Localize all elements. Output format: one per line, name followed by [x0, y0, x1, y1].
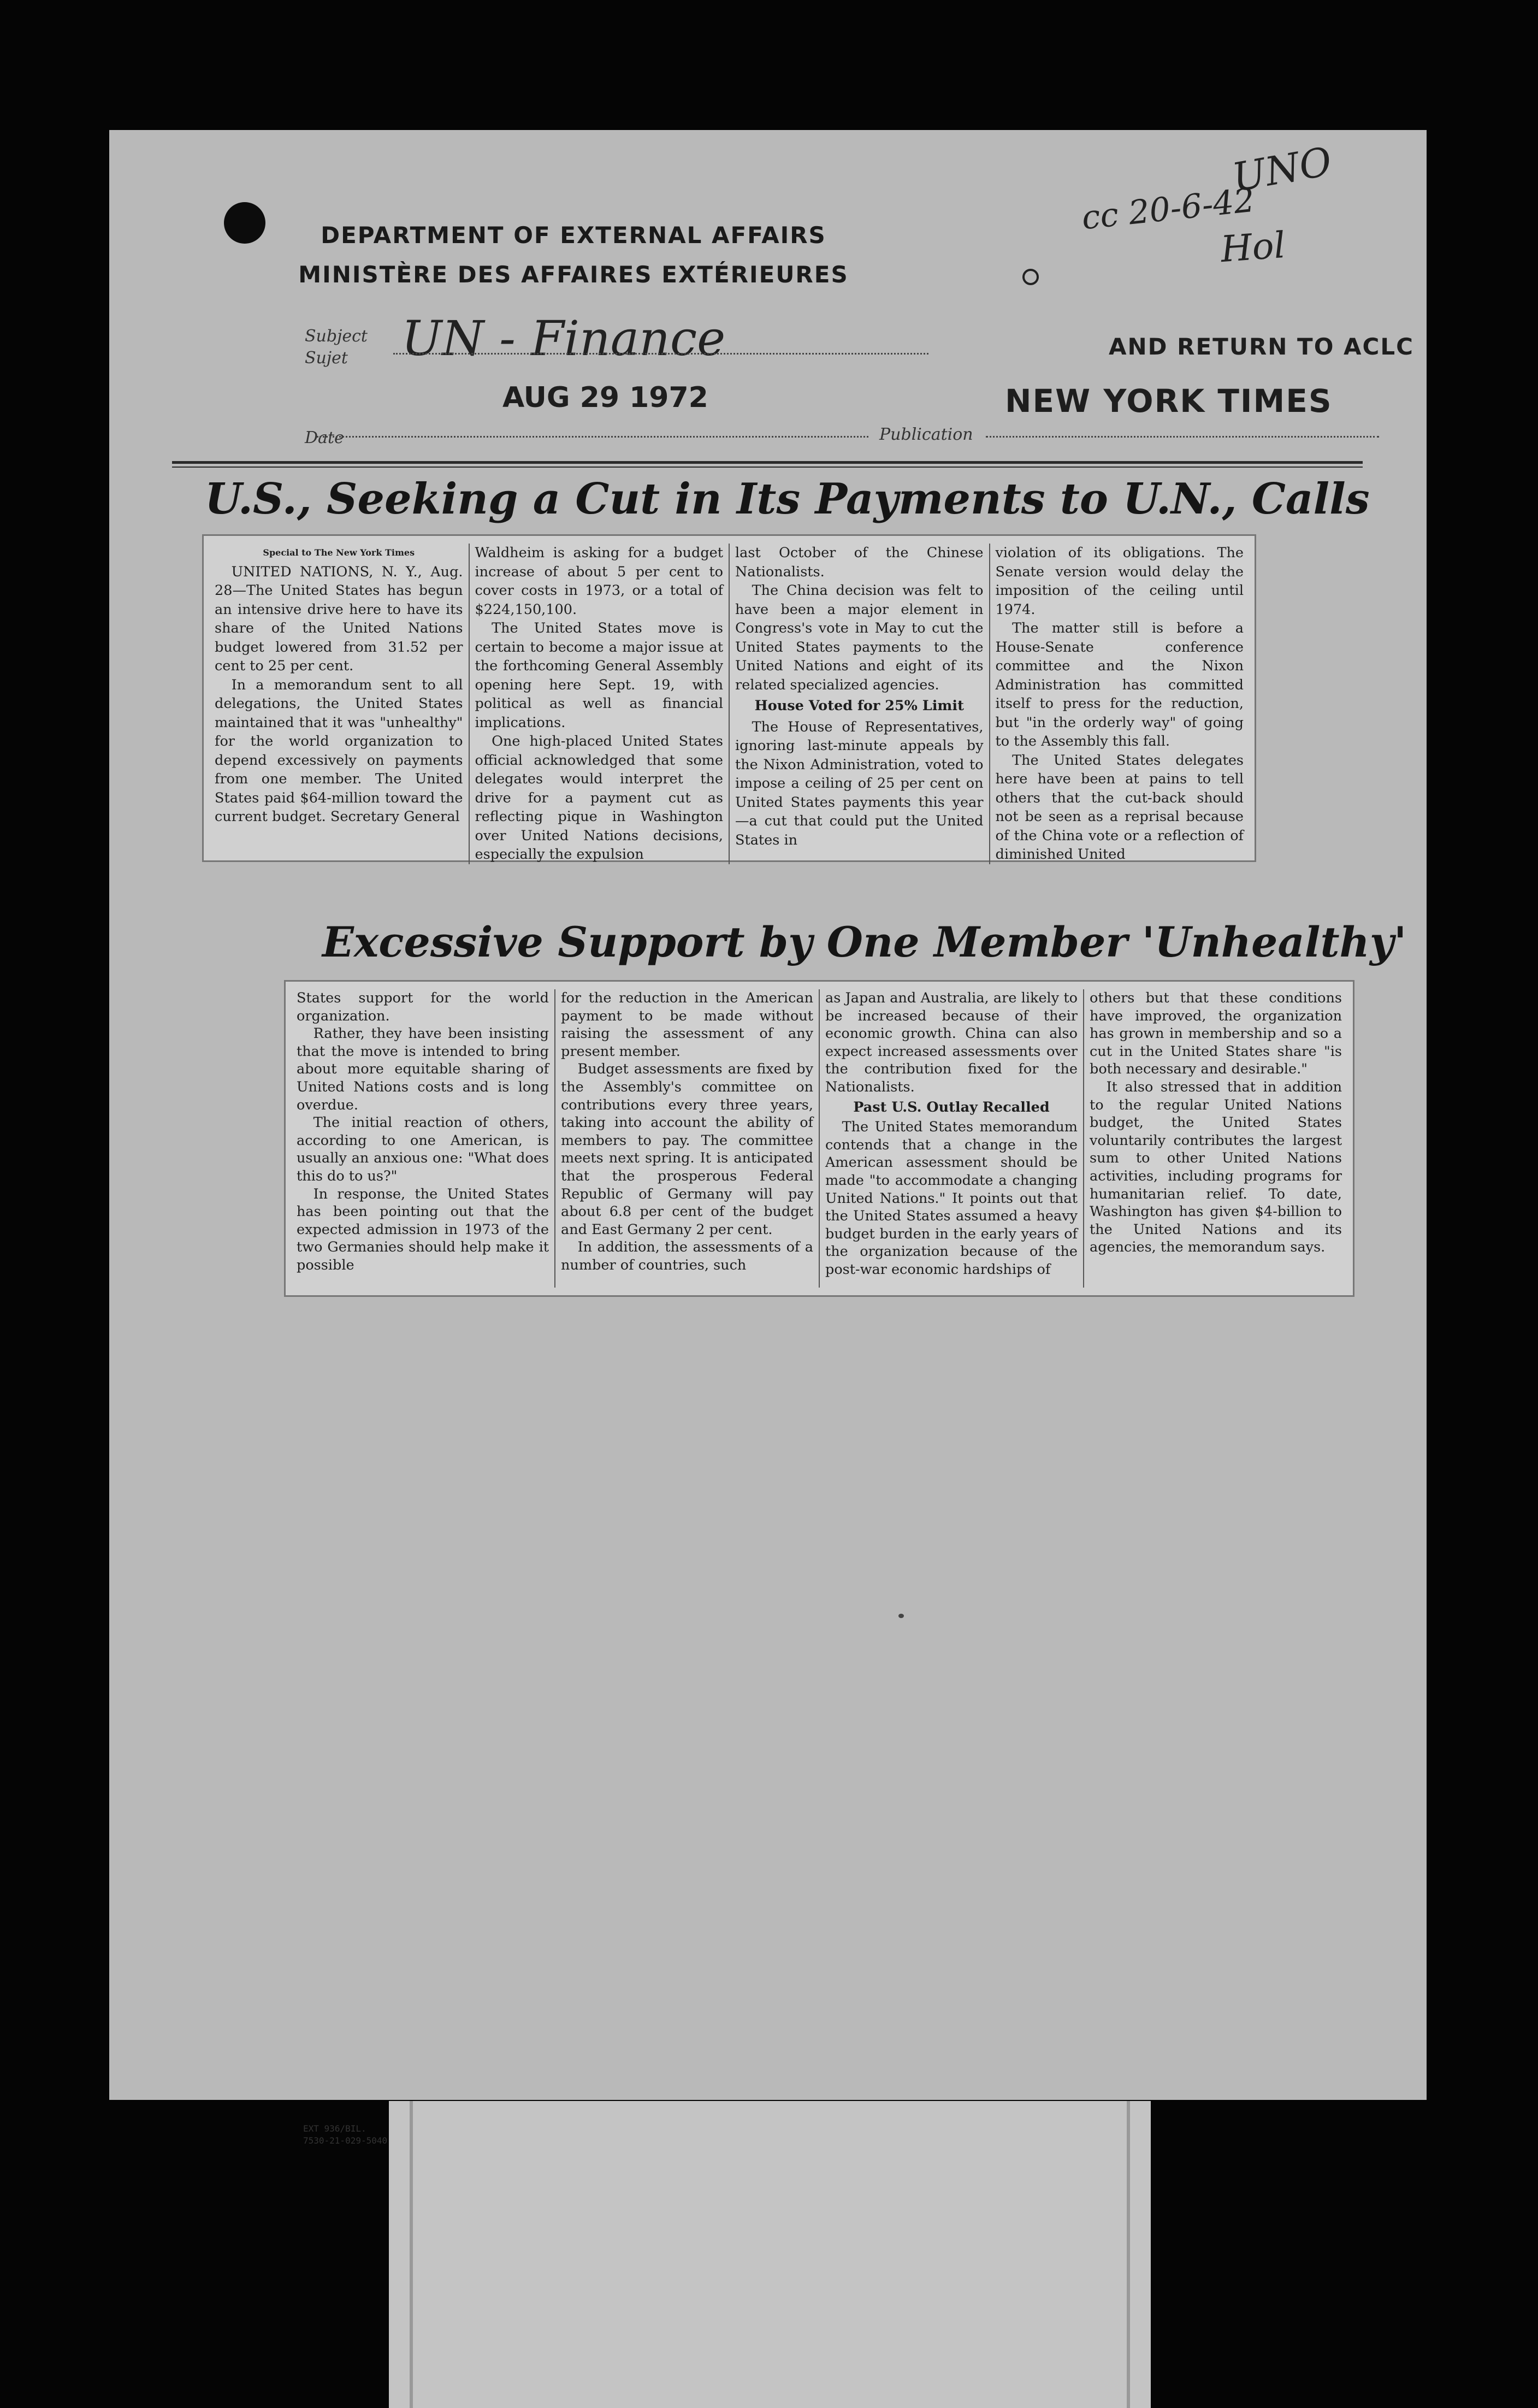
paragraph: Budget assessments are fixed by the Assembly's committee on contributions every three years, taking into account the ability of members to pay. The committee meets next spring. It is anticipated that the prosperous Federal Republic of Germany will pay about 6.8 per cent of the budget and East Germany 2 per cent.	[561, 1061, 813, 1238]
paragraph: The China decision was felt to have been a major element in Congress's vote in May to cut the United States payments to the United Nations and eight of its related specialized agencies.	[735, 582, 984, 693]
header-rule	[172, 461, 1363, 464]
article2-headline: Excessive Support by One Member 'Unhealthy'	[322, 918, 1407, 966]
paragraph: as Japan and Australia, are likely to be increased because of their economic growth. China can also expect increased assessments over the contribution fixed for the Nationalists.	[825, 990, 1078, 1095]
paragraph: for the reduction in the American payment to be made without raising the assessment of any present member.	[561, 990, 813, 1060]
handwritten-file-code: cc 20-6-42	[1080, 181, 1257, 238]
paragraph: The House of Representatives, ignoring last-minute appeals by the Nixon Administration, voted to impose a ceiling of 25 per cent on United States payments this year—a cut that could put the United States in	[735, 718, 984, 848]
form-footer	[303, 2123, 387, 2147]
article2-column-4	[1090, 989, 1342, 1288]
article1-clipping	[202, 534, 1256, 862]
article1-column-3	[735, 544, 984, 864]
article1-column-1	[215, 544, 463, 864]
paragraph: In a memorandum sent to all delegations, the United States maintained that it was "unhealthy" for the world organization to depend excessively on payments from one member. The United States paid $64-million toward the current budget. Secretary General	[215, 676, 463, 825]
article1-headline: U.S., Seeking a Cut in Its Payments to U.N., Calls	[205, 474, 1370, 524]
publication-stamp: NEW YORK TIMES	[1005, 382, 1333, 420]
publication-line	[986, 436, 1379, 438]
paragraph: Waldheim is asking for a budget increase of about 5 per cent to cover costs in 1973, or a total of $224,150,100.	[475, 545, 723, 618]
paragraph: It also stressed that in addition to the regular United Nations budget, the United States voluntarily contributes the largest sum to other United Nations activities, including programs for humanitarian relief. To date, Washington has given $4-billion to the United Nations and its agencies, the memorandum says.	[1090, 1078, 1342, 1256]
article2-column-1	[297, 989, 549, 1288]
date-label: Date	[305, 428, 344, 447]
paragraph: UNITED NATIONS, N. Y., Aug. 28—The United States has begun an intensive drive here to have its share of the United Nations budget lowered from 31.52 per cent to 25 per cent.	[215, 563, 463, 674]
article2-column-2	[561, 989, 813, 1288]
date-line	[317, 436, 868, 438]
stock-number: 7530-21-029-5040	[303, 2135, 388, 2146]
subject-label-fr: Sujet	[305, 349, 348, 368]
department-name-fr: MINISTÈRE DES AFFAIRES EXTÉRIEURES	[298, 261, 849, 288]
date-stamp: AUG 29 1972	[502, 381, 708, 414]
paragraph: States support for the world organization.	[297, 990, 549, 1024]
paragraph: last October of the Chinese Nationalists.	[735, 545, 984, 580]
article1-subhead: House Voted for 25% Limit	[754, 698, 964, 714]
paragraph: The matter still is before a House-Senate conference committee and the Nixon Administration has committed itself to press for the reduction, but "in the orderly way" of going to the Assembly this fall.	[995, 620, 1244, 749]
return-stamp: AND RETURN TO ACLC	[1109, 333, 1414, 360]
paragraph: others but that these conditions have improved, the organization has grown in membership and so a cut in the United States share "is both necessary and desirable."	[1090, 990, 1342, 1078]
paragraph: The initial reaction of others, according to one American, is usually an anxious one: "What does this do to us?"	[297, 1114, 549, 1184]
paragraph: In addition, the assessments of a number of countries, such	[561, 1239, 813, 1273]
publication-label: Publication	[879, 425, 973, 444]
article2-subhead: Past U.S. Outlay Recalled	[853, 1099, 1050, 1116]
ink-mark	[898, 1614, 904, 1618]
paragraph: The United States memorandum contends that a change in the American assessment should be made "to accommodate a changing United Nations." It points out that the United States assumed a heavy budget burden in the early years of the organization because of the post-war economic hardships of	[825, 1119, 1078, 1278]
folder-tab	[389, 2101, 1151, 2408]
form-number: EXT 936/BIL.	[303, 2123, 366, 2134]
paragraph: In response, the United States has been pointing out that the expected admission in 1973 of the two Germanies should help make it possible	[297, 1185, 549, 1273]
article1-column-4	[996, 544, 1244, 864]
subject-label-en: Subject	[305, 327, 368, 346]
department-name-en: DEPARTMENT OF EXTERNAL AFFAIRS	[321, 222, 826, 249]
article2-clipping	[284, 980, 1354, 1297]
paragraph: The United States delegates here have been at pains to tell others that the cut-back should not be seen as a reprisal because of the China vote or a reflection of diminished United	[995, 752, 1244, 863]
header-rule-thin	[172, 467, 1363, 468]
paragraph: violation of its obligations. The Senate version would delay the imposition of the ceiling until 1974.	[995, 545, 1244, 618]
paragraph: One high-placed United States official acknowledged that some delegates would interpret the drive for a payment cut as reflecting pique in Washington over United Nations decisions, especially the expulsion	[475, 733, 723, 863]
document-sheet	[109, 130, 1427, 2146]
paragraph: The United States move is certain to become a major issue at the forthcoming General Assembly opening here Sept. 19, with political as well as financial implications.	[475, 620, 723, 731]
ink-dot	[1022, 269, 1039, 285]
handwritten-initials: Hol	[1219, 223, 1287, 271]
paragraph: Rather, they have been insisting that the move is intended to bring about more equitable sharing of United Nations costs and is long overdue.	[297, 1025, 549, 1113]
article2-column-3	[825, 989, 1078, 1288]
handwritten-note: UNO	[1229, 138, 1335, 201]
article1-column-2	[475, 544, 724, 864]
subject-line	[393, 353, 928, 355]
article1-credit: Special to The New York Times	[263, 547, 415, 558]
subject-value: UN - Finance	[401, 310, 726, 367]
